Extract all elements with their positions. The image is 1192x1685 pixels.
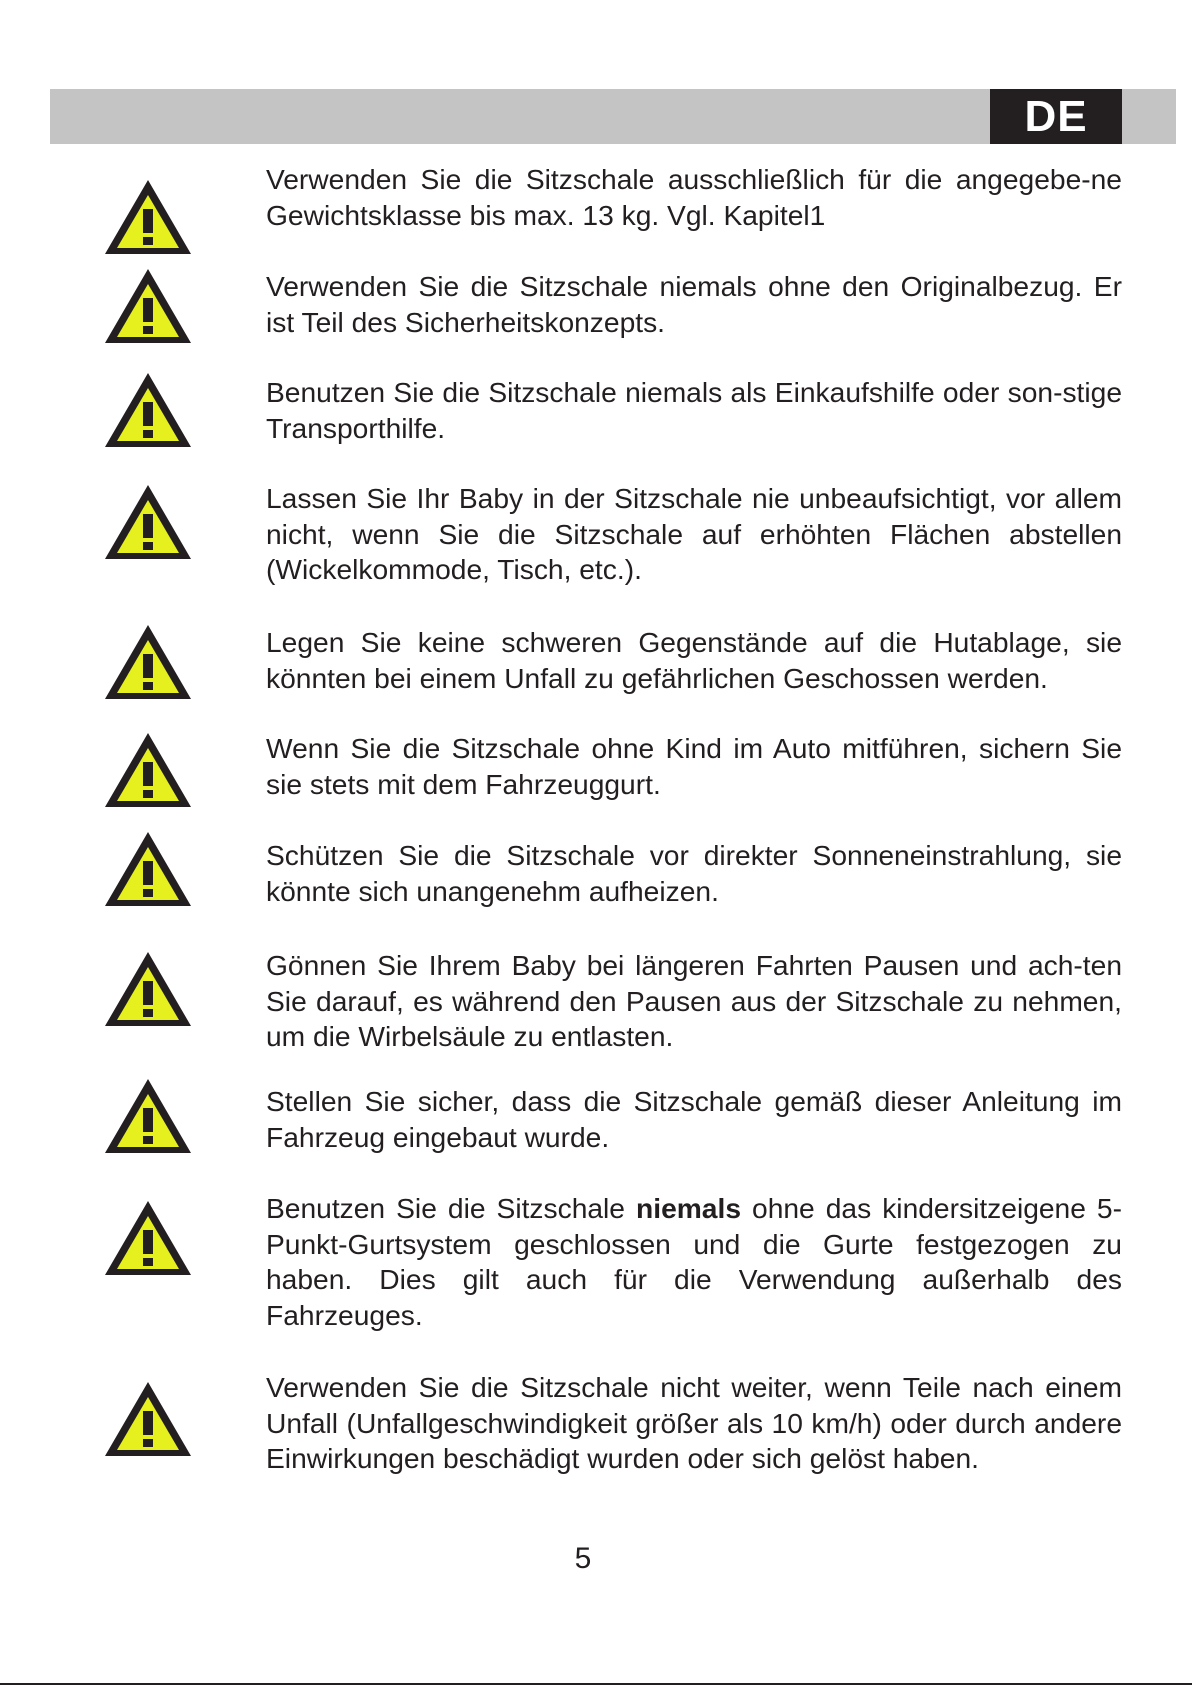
warning-triangle-icon	[103, 1199, 193, 1277]
warning-triangle-icon	[103, 1380, 193, 1458]
warning-text: Wenn Sie die Sitzschale ohne Kind im Auto mitführen, sichern Sie sie stets mit dem Fahrzeuggurt.	[266, 732, 1122, 800]
page-number: 5	[574, 1542, 592, 1575]
warning-triangle-icon	[103, 267, 193, 345]
warning-text: Gönnen Sie Ihrem Baby bei längeren Fahrten Pausen und ach-ten Sie darauf, es während den Pausen aus der Sitzschale zu nehmen, um die Wirbelsäule zu entlasten.	[266, 949, 1122, 1052]
warning-text: Legen Sie keine schweren Gegenstände auf die Hutablage, sie könnten bei einem Unfall zu gefährlichen Geschossen werden.	[266, 626, 1122, 694]
warning-triangle-icon	[103, 830, 193, 908]
warning-triangle-icon	[103, 1077, 193, 1155]
warning-triangle-icon	[103, 950, 193, 1028]
warning-triangle-icon	[103, 731, 193, 809]
warning-triangle-icon	[103, 483, 193, 561]
warning-text: Schützen Sie die Sitzschale vor direkter Sonneneinstrahlung, sie könnte sich unangenehm aufheizen.	[266, 839, 1122, 907]
warning-text-emphasis: niemals	[636, 1192, 741, 1224]
warning-triangle-icon	[103, 623, 193, 701]
warning-text-part: ohne das kindersitzeigene 5-Punkt-Gurtsystem geschlossen und die Gurte festgezogen zu haben. Dies gilt auch für die Verwendung außerhalb des Fahrzeuges.	[266, 1192, 1122, 1331]
warning-text: Verwenden Sie die Sitzschale nicht weiter, wenn Teile nach einem Unfall (Unfallgeschwindigkeit größer als 10 km/h) oder durch andere Einwirkungen beschädigt wurden oder sich gelöst haben.	[266, 1371, 1122, 1474]
warning-triangle-icon	[103, 178, 193, 256]
language-badge: DE	[990, 89, 1122, 144]
warning-triangle-icon	[103, 371, 193, 449]
warning-text-part: Benutzen Sie die Sitzschale	[266, 1192, 637, 1224]
warning-text: Benutzen Sie die Sitzschale niemals als Einkaufshilfe oder son-stige Transporthilfe.	[266, 376, 1122, 444]
warning-text: Stellen Sie sicher, dass die Sitzschale gemäß dieser Anleitung im Fahrzeug eingebaut wurde.	[266, 1085, 1122, 1153]
warning-text: Lassen Sie Ihr Baby in der Sitzschale nie unbeaufsichtigt, vor allem nicht, wenn Sie die Sitzschale auf erhöhten Flächen abstellen (Wickelkommode, Tisch, etc.).	[266, 482, 1122, 585]
warning-text	[266, 1191, 1122, 1333]
warning-text: Verwenden Sie die Sitzschale ausschließlich für die angegebe-ne Gewichtsklasse bis max. 13 kg. Vgl. Kapitel1	[266, 163, 1122, 231]
warning-text: Verwenden Sie die Sitzschale niemals ohne den Originalbezug. Er ist Teil des Sicherheitskonzepts.	[266, 270, 1122, 338]
